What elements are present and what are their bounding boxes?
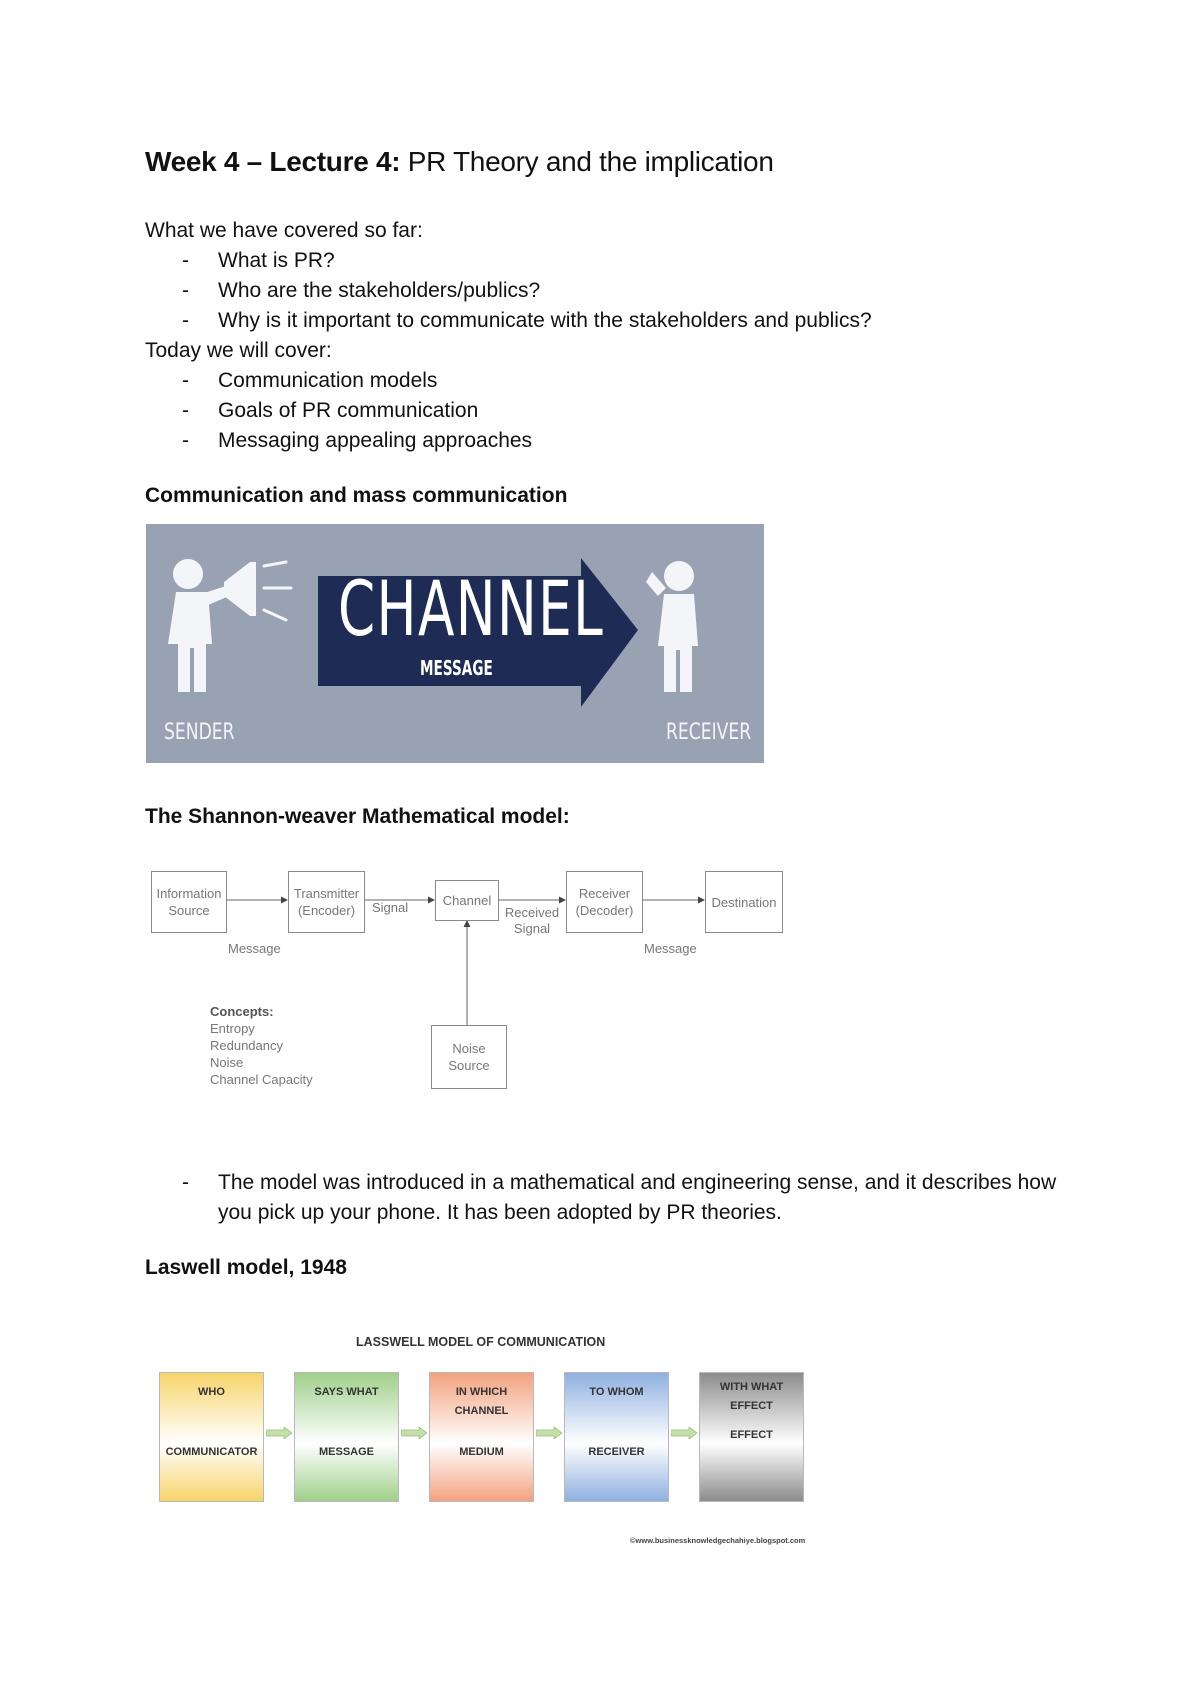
- section-heading-laswell: Laswell model, 1948: [145, 1256, 347, 1279]
- section-heading-shannon: The Shannon-weaver Mathematical model:: [145, 805, 570, 828]
- sender-label: SENDER: [164, 720, 235, 745]
- noise-source-box: Noise Source: [431, 1025, 507, 1089]
- arrow-icon: [266, 1427, 292, 1439]
- lasswell-card-in-which-channel: [429, 1372, 534, 1502]
- information-source-box: Information Source: [151, 871, 227, 933]
- shannon-weaver-diagram: [148, 855, 788, 1095]
- signal-label: Signal: [372, 900, 409, 915]
- concept-item: Channel Capacity: [210, 1072, 313, 1087]
- concept-item: Entropy: [210, 1021, 255, 1036]
- card-top-label: SAYS WHAT: [314, 1386, 379, 1398]
- sender-figure: [168, 559, 256, 692]
- card-bottom-label: MESSAGE: [318, 1446, 374, 1458]
- list-item: - What is PR?: [145, 246, 872, 276]
- channel-figure: [146, 524, 764, 763]
- receiver-box: Receiver (Decoder): [566, 871, 643, 933]
- arrow-icon: [536, 1427, 562, 1439]
- concepts-title: Concepts:: [210, 1004, 274, 1019]
- message-right-label: Message: [644, 941, 697, 956]
- lasswell-card-says-what: [294, 1372, 399, 1502]
- shannon-bullet-list: [145, 1168, 1075, 1228]
- list-item: - The model was introduced in a mathematical and engineering sense, and it describes how you pick up your phone. It has been adopted by PR theories.: [145, 1168, 1075, 1228]
- transmitter-box: Transmitter (Encoder): [288, 871, 365, 933]
- card-top-label: TO WHOM: [589, 1386, 644, 1398]
- card-bottom-label: EFFECT: [730, 1429, 773, 1441]
- received-signal-label: Received Signal: [504, 905, 560, 936]
- concept-item: Redundancy: [210, 1038, 283, 1053]
- card-top-label: IN WHICH CHANNEL: [454, 1386, 509, 1417]
- message-left-label: Message: [228, 941, 281, 956]
- lasswell-title: LASSWELL MODEL OF COMMUNICATION: [356, 1335, 606, 1349]
- section-heading-communication: Communication and mass communication: [145, 484, 568, 507]
- message-label: MESSAGE: [420, 656, 493, 680]
- today-list: [145, 366, 532, 456]
- channel-label: CHANNEL: [338, 564, 605, 653]
- image-credit: ©www.businessknowledgechahiye.blogspot.com: [630, 1536, 806, 1545]
- sound-waves: [264, 562, 291, 620]
- channel-box: Channel: [435, 880, 499, 921]
- page-title: Week 4 – Lecture 4: PR Theory and the implication: [145, 146, 774, 177]
- concepts-list: [210, 1003, 313, 1088]
- list-item: - Who are the stakeholders/publics?: [145, 276, 872, 306]
- covered-intro: What we have covered so far:: [145, 219, 423, 242]
- card-top-label: WITH WHAT EFFECT: [719, 1381, 784, 1412]
- receiver-label: RECEIVER: [666, 720, 752, 745]
- list-item: - Messaging appealing approaches: [145, 426, 532, 456]
- today-intro: Today we will cover:: [145, 339, 332, 362]
- card-bottom-label: RECEIVER: [588, 1446, 645, 1458]
- arrow-icon: [671, 1427, 697, 1439]
- lasswell-card-with-what-effect: [699, 1372, 804, 1502]
- card-bottom-label: MEDIUM: [459, 1446, 504, 1458]
- lasswell-card-to-whom: [564, 1372, 669, 1502]
- card-top-label: WHO: [198, 1386, 225, 1398]
- concept-item: Noise: [210, 1055, 244, 1070]
- receiver-figure: [646, 561, 698, 692]
- covered-list: [145, 246, 872, 336]
- list-item: - Goals of PR communication: [145, 396, 532, 426]
- list-item: - Why is it important to communicate with the stakeholders and publics?: [145, 306, 872, 336]
- list-item: - Communication models: [145, 366, 532, 396]
- lasswell-card-who: [159, 1372, 264, 1502]
- lasswell-diagram: [150, 1335, 830, 1545]
- card-bottom-label: COMMUNICATOR: [165, 1446, 258, 1458]
- arrow-icon: [401, 1427, 427, 1439]
- destination-box: Destination: [705, 871, 783, 933]
